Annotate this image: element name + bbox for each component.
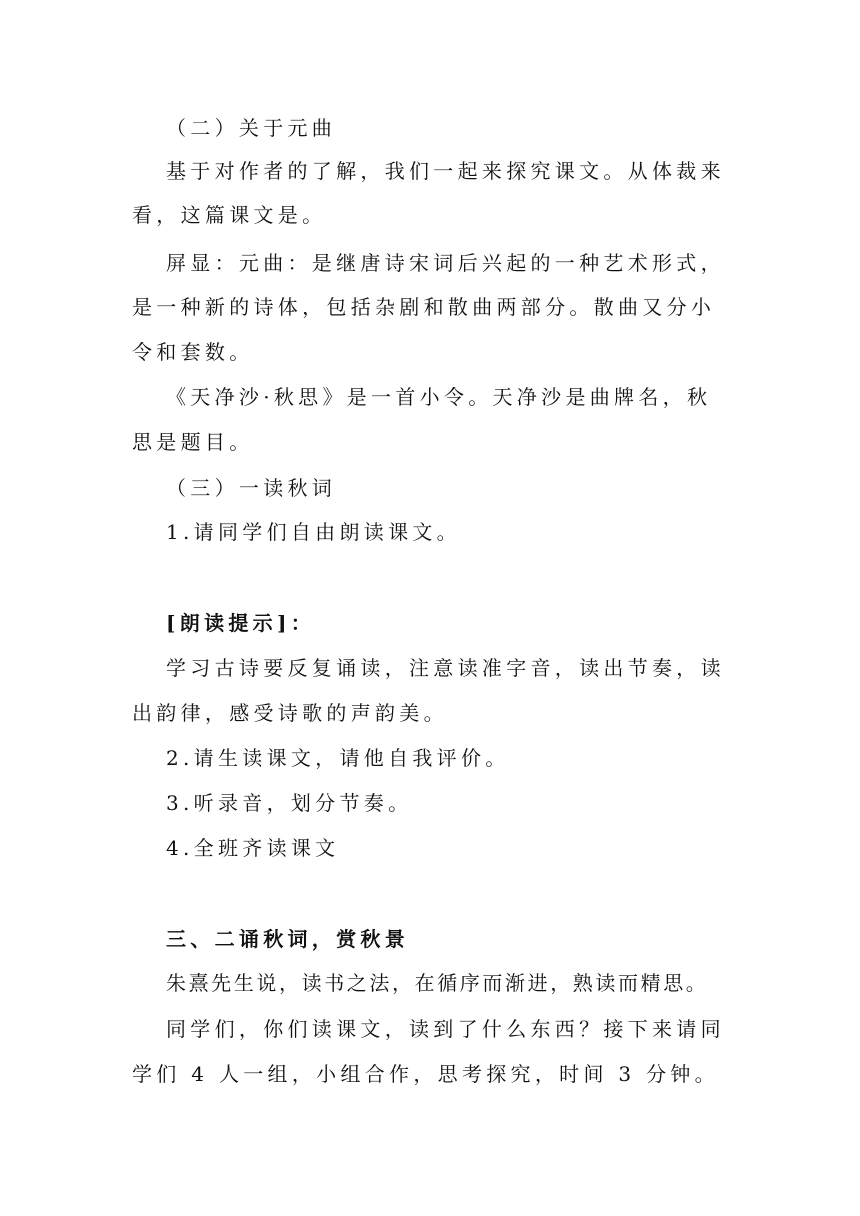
paragraph-line: 屏显：元曲：是继唐诗宋词后兴起的一种艺术形式， — [166, 251, 725, 275]
paragraph-line: 学们 4 人一组，小组合作，思考探究，时间 3 分钟。 — [132, 1062, 719, 1086]
step-item: 4.全班齐读课文 — [166, 836, 340, 860]
paragraph-line: 看，这篇课文是。 — [132, 203, 327, 227]
paragraph-line: 学习古诗要反复诵读，注意读准字音，读出节奏，读 — [166, 656, 725, 680]
paragraph-line: 基于对作者的了解，我们一起来探究课文。从体裁来 — [166, 159, 725, 183]
section-heading-yuanqu: （二）关于元曲 — [166, 116, 337, 140]
part-heading-ersong: 三、二诵秋词，赏秋景 — [166, 927, 409, 951]
paragraph-line: 令和套数。 — [132, 340, 254, 364]
paragraph-line: 出韵律，感受诗歌的声韵美。 — [132, 701, 448, 725]
paragraph-line: 《天净沙·秋思》是一首小令。天净沙是曲牌名，秋 — [166, 385, 712, 409]
section-heading-yidu: （三）一读秋词 — [166, 476, 337, 500]
paragraph-line: 是一种新的诗体，包括杂剧和散曲两部分。散曲又分小 — [132, 295, 716, 319]
paragraph-line: 思是题目。 — [132, 430, 254, 454]
step-item: 3.听录音，划分节奏。 — [166, 791, 413, 815]
step-item: 1.请同学们自由朗读课文。 — [166, 520, 461, 544]
step-item: 2.请生读课文，请他自我评价。 — [166, 746, 510, 770]
reading-tip-heading: [朗读提示]： — [166, 611, 316, 635]
paragraph-line: 朱熹先生说，读书之法，在循序而渐进，熟读而精思。 — [166, 971, 709, 995]
paragraph-line: 同学们，你们读课文，读到了什么东西？接下来请同 — [166, 1017, 725, 1041]
